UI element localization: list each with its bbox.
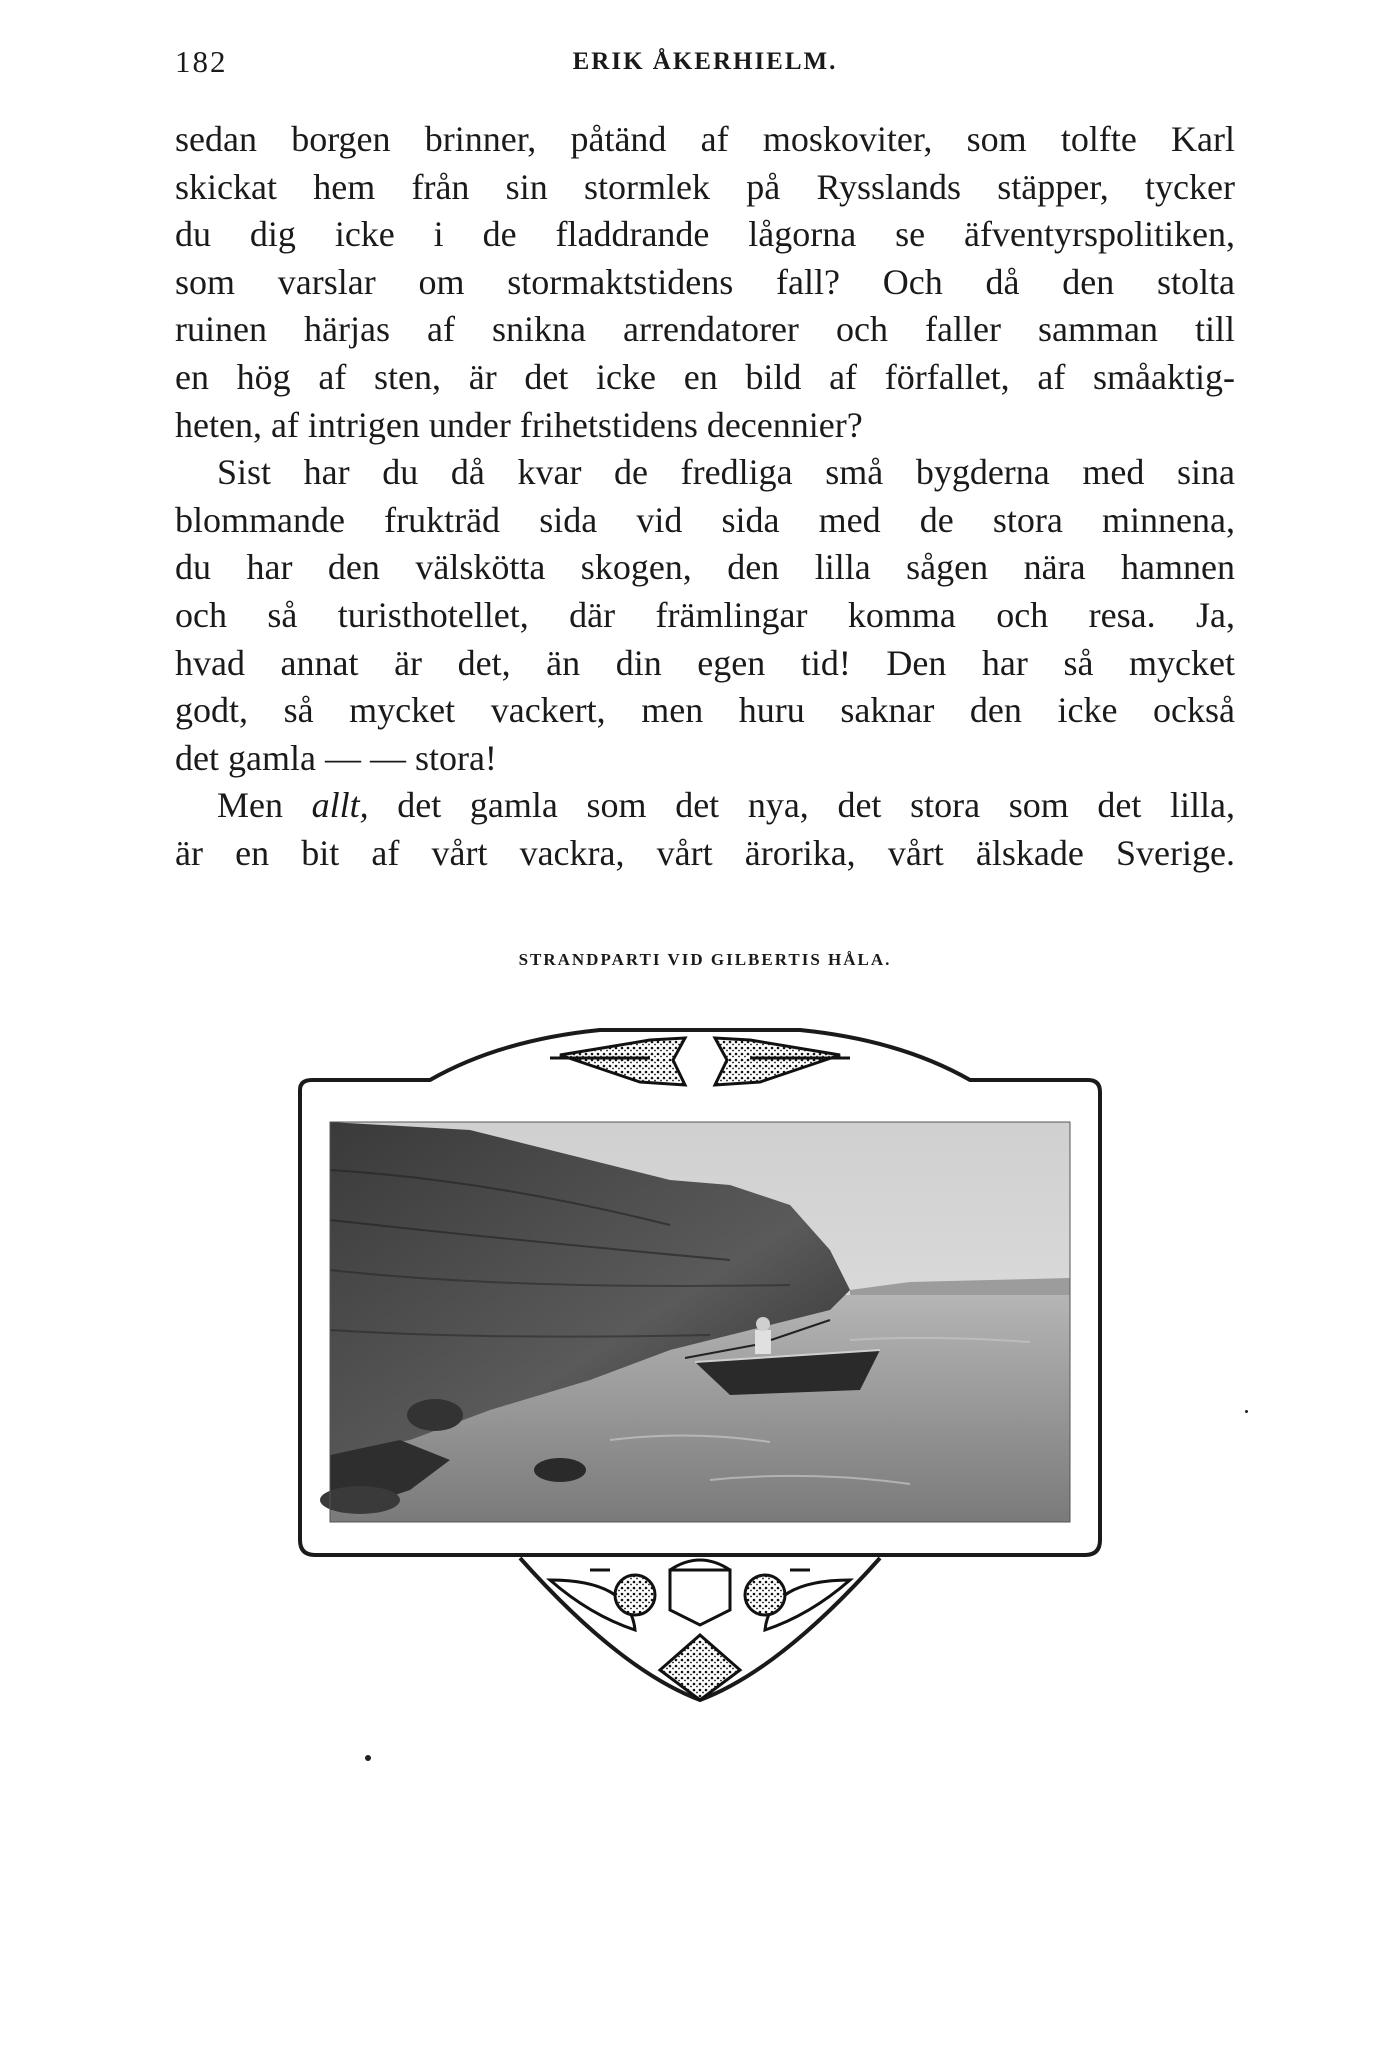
- rower: [755, 1330, 771, 1354]
- text-line: är en bit af vårt vackra, vårt ärorika, vårt älskade Sverige.: [175, 832, 1235, 873]
- art-nouveau-frame-ornament: [290, 1010, 1110, 1710]
- italic-word: allt,: [311, 785, 369, 826]
- paragraph-3: [175, 782, 1235, 877]
- text-line: blommande frukträd sida vid sida med de stora minnena,: [175, 499, 1235, 540]
- stray-dot: [1245, 1410, 1248, 1413]
- text-line: godt, så mycket vackert, men huru saknar den icke också: [175, 690, 1235, 731]
- paragraph-1: [175, 116, 1235, 449]
- text-line: du har den välskötta skogen, den lilla sågen nära hamnen: [175, 547, 1235, 588]
- text-run: Men: [217, 785, 312, 826]
- running-head: ERIK ÅKERHIELM.: [572, 48, 838, 75]
- text-line: du dig icke i de fladdrande lågorna se äfventyrspolitiken,: [175, 214, 1235, 255]
- text-line: ruinen härjas af snikna arrendatorer och faller samman till: [175, 309, 1235, 350]
- paragraph-2: [175, 449, 1235, 782]
- text-line: och så turisthotellet, där främlingar komma och resa. Ja,: [175, 594, 1235, 635]
- page-number: 182: [175, 44, 228, 79]
- figure: [290, 1010, 1110, 1710]
- text-line: skickat hem från sin stormlek på Rysslands stäpper, tycker: [175, 166, 1235, 207]
- page-header: [175, 44, 1235, 84]
- text-line: sedan borgen brinner, påtänd af moskoviter, som tolfte Karl: [175, 119, 1235, 159]
- bottom-ornament: [520, 1558, 880, 1700]
- coastal-cliff-rowboat-photo: [320, 1122, 1070, 1522]
- frame-bottom-line: [300, 1540, 1100, 1555]
- text-line: [175, 782, 1235, 830]
- body-text: [175, 116, 1235, 878]
- top-ornament-left: [560, 1038, 685, 1085]
- text-line: Sist har du då kvar de fredliga små bygderna med sina: [217, 452, 1235, 493]
- frame-top-line: [300, 1030, 1100, 1092]
- text-line: som varslar om stormaktstidens fall? Och då den stolta: [175, 261, 1235, 302]
- text-line: det gamla — — stora!: [175, 737, 497, 778]
- text-line: hvad annat är det, än din egen tid! Den har så mycket: [175, 642, 1235, 683]
- top-ornament-right: [715, 1038, 840, 1085]
- text-line: en hög af sten, är det icke en bild af förfallet, af småaktig-: [175, 356, 1235, 397]
- text-line: heten, af intrigen under frihetstidens decennier?: [175, 404, 863, 445]
- text-run: det gamla som det nya, det stora som det lilla,: [368, 785, 1235, 826]
- figure-caption: STRANDPARTI VID GILBERTIS HÅLA.: [518, 950, 892, 969]
- stray-dot: [365, 1755, 371, 1761]
